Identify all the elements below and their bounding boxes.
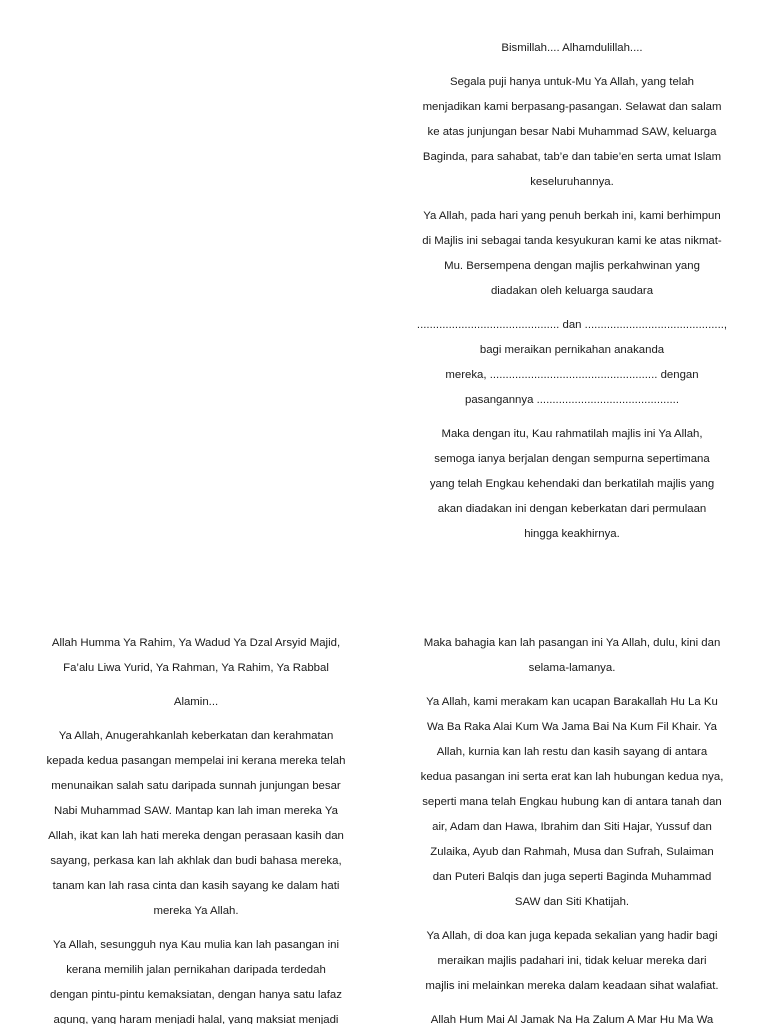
text-line: hingga keakhirnya. — [524, 528, 620, 540]
paragraph — [384, 204, 760, 304]
text-line: Zulaika, Ayub dan Rahmah, Musa dan Sufrah, Sulaiman — [430, 846, 714, 858]
text-line: selama-lamanya. — [528, 662, 616, 674]
paragraph — [384, 36, 760, 61]
text-line: Ya Allah, Anugerahkanlah keberkatan dan kerahmatan — [58, 730, 334, 742]
text-line: SAW dan Siti Khatijah. — [514, 896, 630, 908]
text-line: Allah, ikat kan lah hati mereka dengan perasaan kasih dan — [48, 830, 344, 842]
paragraph — [384, 422, 760, 547]
text-line: ............................................. dan ............................................, — [416, 319, 728, 331]
text-line: Wa Ba Raka Alai Kum Wa Jama Bai Na Kum Fil Khair. Ya — [427, 721, 717, 733]
top-right-prayer-text — [384, 36, 760, 556]
text-line: kerana memilih jalan pernikahan daripada terdedah — [66, 964, 326, 976]
text-line: meraikan majlis padahari ini, tidak keluar mereka dari — [437, 955, 707, 967]
paragraph — [384, 631, 760, 681]
text-line: dengan pintu-pintu kemaksiatan, dengan hanya satu lafaz — [50, 989, 342, 1001]
text-line: seperti mana telah Engkau hubung kan di antara tanah dan — [422, 796, 722, 808]
text-line: majlis ini melainkan mereka dalam keadaan sihat walafiat. — [425, 980, 719, 992]
text-line: Nabi Muhammad SAW. Mantap kan lah iman mereka Ya — [53, 805, 339, 817]
text-line: Allah Humma Ya Rahim, Ya Wadud Ya Dzal Arsyid Majid, — [51, 637, 341, 649]
text-line: diadakan oleh keluarga saudara — [490, 285, 654, 297]
text-line: dan Puteri Balqis dan juga seperti Baginda Muhammad — [432, 871, 712, 883]
text-line: semoga ianya berjalan dengan sempurna sepertimana — [434, 453, 710, 465]
text-line: kepada kedua pasangan mempelai ini kerana mereka telah — [46, 755, 346, 767]
paragraph — [384, 924, 760, 999]
text-line: mereka Ya Allah. — [153, 905, 239, 917]
text-line: kedua pasangan ini serta erat kan lah hubungan kedua nya, — [420, 771, 724, 783]
text-line: sayang, perkasa kan lah akhlak dan budi bahasa mereka, — [50, 855, 342, 867]
text-line: air, Adam dan Hawa, Ibrahim dan Siti Hajar, Yussuf dan — [432, 821, 712, 833]
text-line: bagi meraikan pernikahan anakanda — [479, 344, 665, 356]
paragraph — [8, 933, 384, 1024]
text-line: mereka, ..................................................... dengan — [445, 369, 699, 381]
text-line: Maka bahagia kan lah pasangan ini Ya Allah, dulu, kini dan — [423, 637, 721, 649]
text-line: Ya Allah, kami merakam kan ucapan Barakallah Hu La Ku — [426, 696, 718, 708]
text-line: ke atas junjungan besar Nabi Muhammad SAW, keluarga — [427, 126, 717, 138]
text-line: Allah, kurnia kan lah restu dan kasih sayang di antara — [436, 746, 708, 758]
bottom-left-prayer-text — [8, 631, 384, 1024]
text-line: Alamin... — [173, 696, 219, 708]
text-line: di Majlis ini sebagai tanda kesyukuran kami ke atas nikmat- — [422, 235, 722, 247]
text-line: Maka dengan itu, Kau rahmatilah majlis ini Ya Allah, — [441, 428, 703, 440]
paragraph — [384, 690, 760, 915]
text-line: Mu. Bersempena dengan majlis perkahwinan yang — [444, 260, 700, 272]
paragraph — [384, 1008, 760, 1024]
text-line: Ya Allah, di doa kan juga kepada sekalian yang hadir bagi — [426, 930, 718, 942]
bottom-right-prayer-text — [384, 631, 760, 1024]
text-line: menunaikan salah satu daripada sunnah junjungan besar — [51, 780, 341, 792]
text-line: Bismillah.... Alhamdulillah.... — [501, 42, 643, 54]
text-line: pasangannya ............................................. — [465, 394, 679, 406]
paragraph — [8, 631, 384, 681]
text-line: Baginda, para sahabat, tab’e dan tabie’en serta umat Islam — [422, 151, 722, 163]
paragraph — [384, 70, 760, 195]
paragraph — [8, 690, 384, 715]
text-line: menjadikan kami berpasang-pasangan. Selawat dan salam — [422, 101, 722, 113]
text-line: keseluruhannya. — [530, 176, 614, 188]
text-line: Ya Allah, pada hari yang penuh berkah ini, kami berhimpun — [423, 210, 721, 222]
text-line: akan diadakan ini dengan keberkatan dari permulaan — [437, 503, 707, 515]
text-line: tanam kan lah rasa cinta dan kasih sayang ke dalam hati — [52, 880, 340, 892]
text-line: yang telah Engkau kehendaki dan berkatilah majlis yang — [429, 478, 715, 490]
paragraph — [8, 724, 384, 924]
text-line: agung, yang haram menjadi halal, yang maksiat menjadi — [53, 1014, 339, 1024]
text-line: Allah Hum Mai Al Jamak Na Ha Zalum A Mar Hu Ma Wa — [430, 1014, 714, 1024]
text-line: Ya Allah, sesungguh nya Kau mulia kan lah pasangan ini — [52, 939, 340, 951]
text-line: Segala puji hanya untuk-Mu Ya Allah, yang telah — [449, 76, 694, 88]
paragraph — [384, 313, 760, 413]
text-line: Fa’alu Liwa Yurid, Ya Rahman, Ya Rahim, Ya Rabbal — [63, 662, 329, 674]
